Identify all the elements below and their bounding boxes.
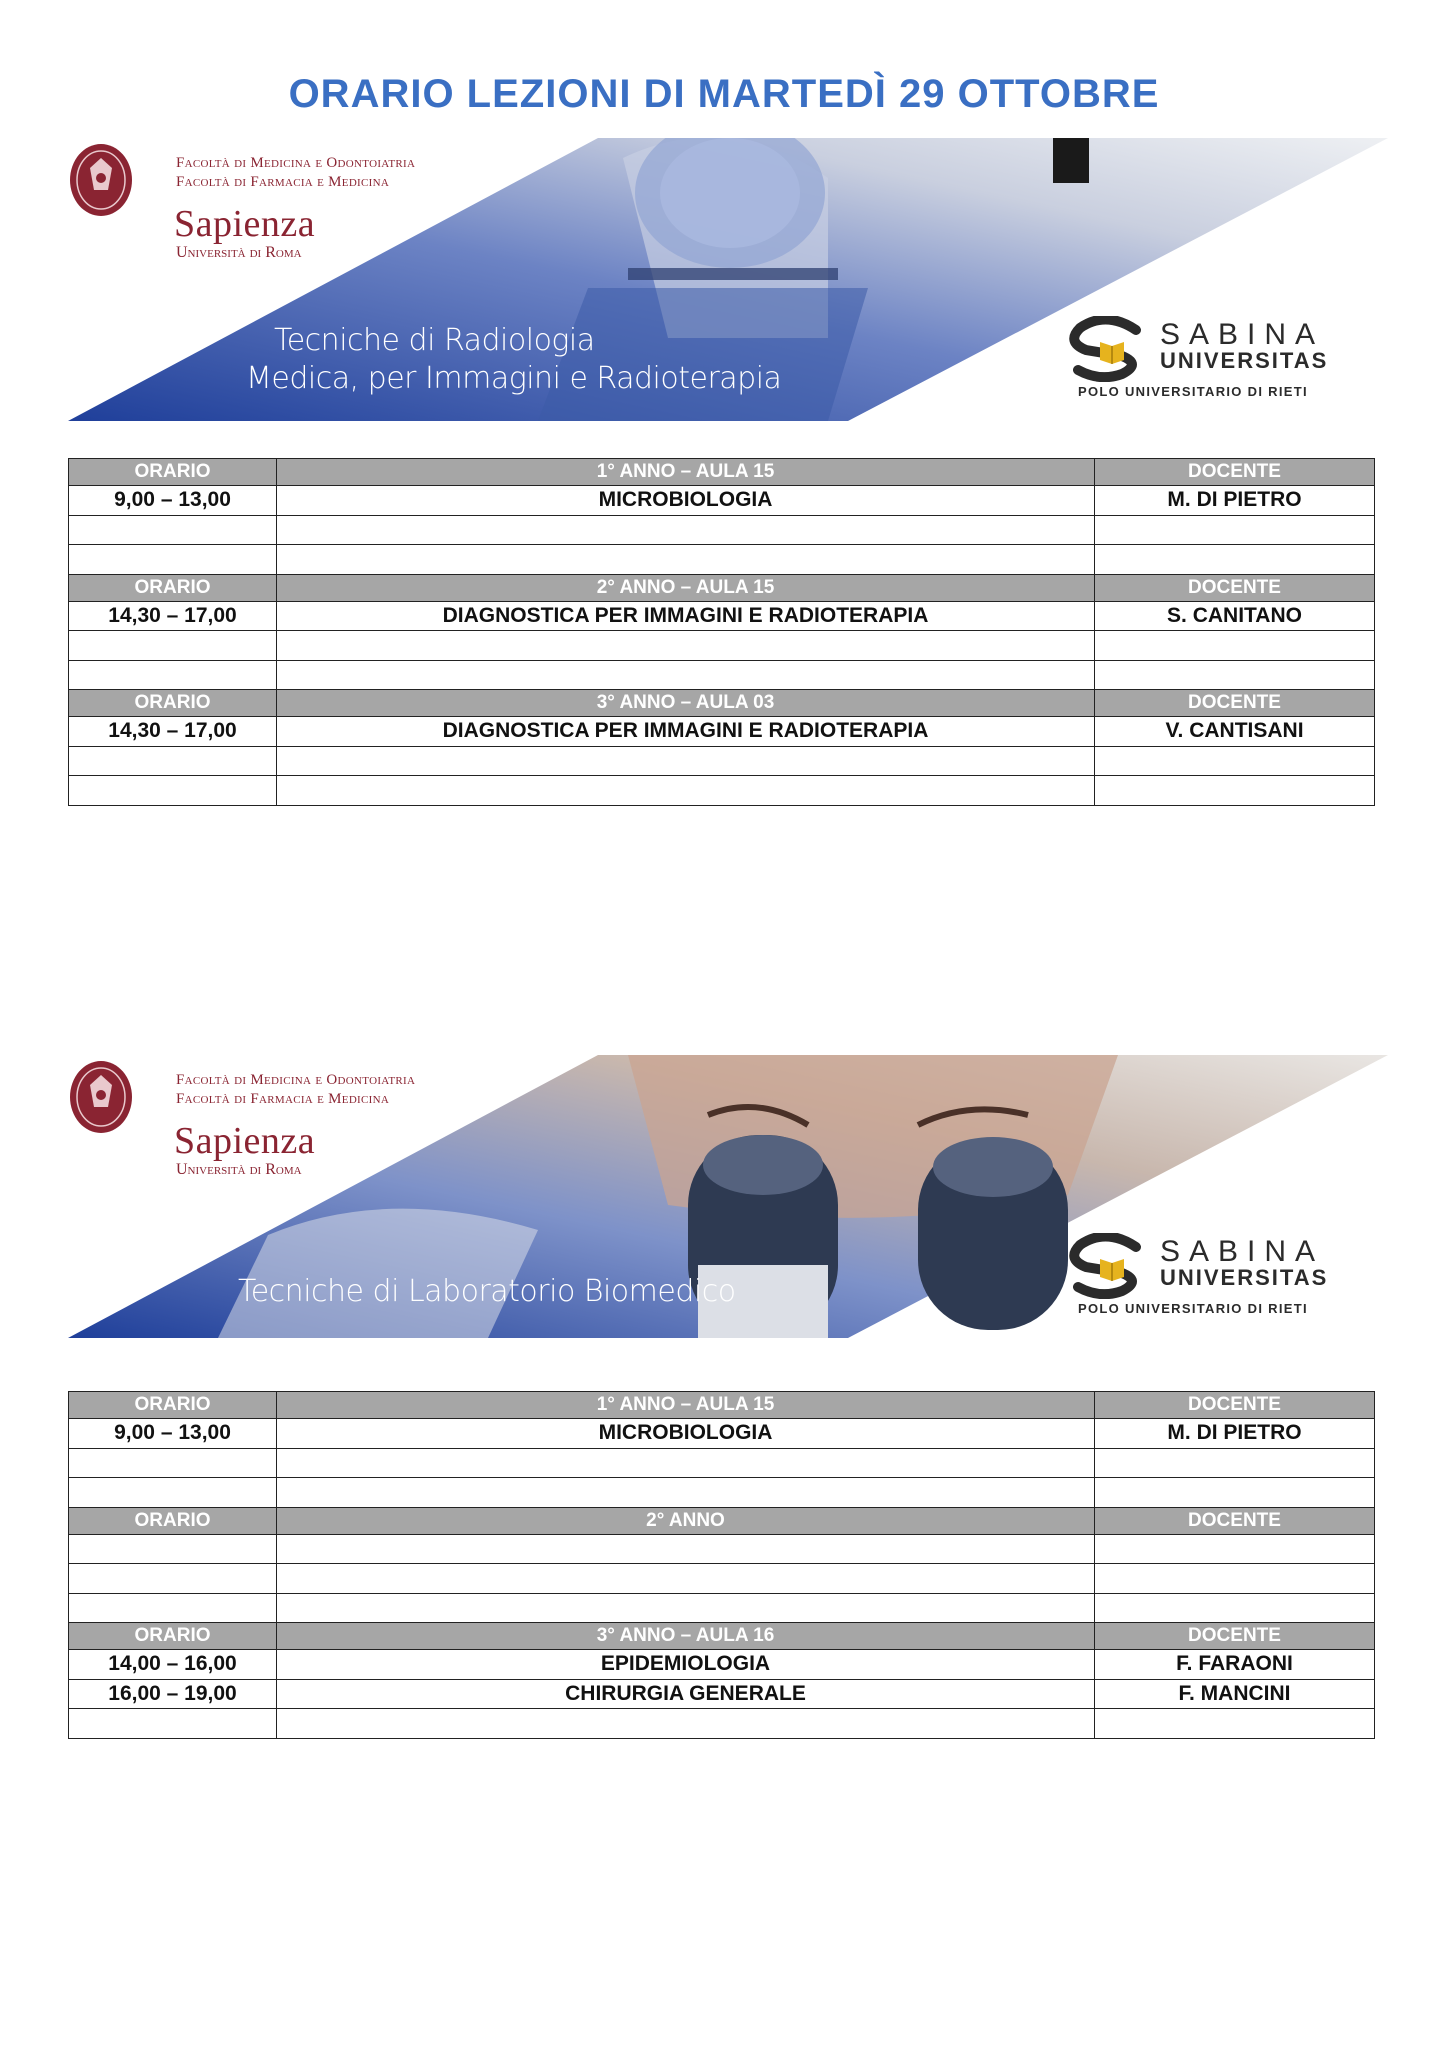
table-row <box>69 1564 1375 1594</box>
course-cell <box>277 1564 1095 1594</box>
table-row <box>69 746 1375 776</box>
sabina-book-icon <box>1066 1233 1156 1299</box>
universitas-wordmark: UNIVERSITAS <box>1160 348 1329 373</box>
header-cell: DOCENTE <box>1095 1507 1375 1534</box>
universitas-wordmark: UNIVERSITAS <box>1160 1265 1329 1290</box>
time-cell: 14,30 – 17,00 <box>69 601 277 631</box>
course-cell: MICROBIOLOGIA <box>277 1419 1095 1449</box>
teacher-cell: F. FARAONI <box>1095 1650 1375 1680</box>
facolta-line1: Facoltà di Medicina e Odontoiatria <box>176 1072 416 1088</box>
header-cell: DOCENTE <box>1095 1623 1375 1650</box>
header-cell: 2° ANNO <box>277 1507 1095 1534</box>
sapienza-seal-icon <box>68 138 134 218</box>
header-cell: ORARIO <box>69 1507 277 1534</box>
sabina-wordmark: SABINA <box>1160 1235 1325 1268</box>
header-cell: 1° ANNO – AULA 15 <box>277 459 1095 486</box>
banner-laboratorio <box>68 1055 1388 1338</box>
course-cell: EPIDEMIOLOGIA <box>277 1650 1095 1680</box>
table-row <box>69 1709 1375 1739</box>
facolta-line1: Facoltà di Medicina e Odontoiatria <box>176 155 416 171</box>
header-cell: ORARIO <box>69 690 277 717</box>
course-cell <box>277 545 1095 575</box>
teacher-cell <box>1095 545 1375 575</box>
teacher-cell <box>1095 1709 1375 1739</box>
teacher-cell <box>1095 746 1375 776</box>
course-title-line2: Medica, per Immagini e Radioterapia <box>246 361 782 396</box>
course-cell <box>277 746 1095 776</box>
time-cell <box>69 660 277 690</box>
course-cell: CHIRURGIA GENERALE <box>277 1679 1095 1709</box>
facolta-lines <box>176 154 415 192</box>
header-cell: 3° ANNO – AULA 16 <box>277 1623 1095 1650</box>
time-cell: 14,30 – 17,00 <box>69 717 277 747</box>
header-cell: ORARIO <box>69 574 277 601</box>
table-row <box>69 1679 1375 1709</box>
time-cell <box>69 1593 277 1623</box>
teacher-cell <box>1095 1534 1375 1564</box>
table-row <box>69 1534 1375 1564</box>
table-header-row <box>69 1507 1375 1534</box>
header-cell: 2° ANNO – AULA 15 <box>277 574 1095 601</box>
time-cell <box>69 1534 277 1564</box>
sabina-wordmark: SABINA <box>1160 318 1325 351</box>
teacher-cell: V. CANTISANI <box>1095 717 1375 747</box>
table-header-row <box>69 459 1375 486</box>
schedule-table-laboratorio <box>68 1391 1375 1739</box>
time-cell <box>69 545 277 575</box>
course-cell <box>277 515 1095 545</box>
table-row <box>69 486 1375 516</box>
table-row <box>69 1593 1375 1623</box>
table-row <box>69 660 1375 690</box>
facolta-line2: Facoltà di Farmacia e Medicina <box>176 174 390 190</box>
header-cell: DOCENTE <box>1095 459 1375 486</box>
table-header-row <box>69 1623 1375 1650</box>
table-row <box>69 717 1375 747</box>
header-cell: ORARIO <box>69 1623 277 1650</box>
header-cell: DOCENTE <box>1095 1392 1375 1419</box>
sabina-book-icon <box>1066 316 1156 382</box>
time-cell: 16,00 – 19,00 <box>69 1679 277 1709</box>
table-row <box>69 545 1375 575</box>
table-row <box>69 776 1375 806</box>
header-cell: ORARIO <box>69 1392 277 1419</box>
facolta-line2: Facoltà di Farmacia e Medicina <box>176 1091 390 1107</box>
time-cell <box>69 1478 277 1508</box>
course-title-line1: Tecniche di Laboratorio Biomedico <box>238 1274 736 1309</box>
course-cell <box>277 776 1095 806</box>
table-row <box>69 601 1375 631</box>
header-cell: DOCENTE <box>1095 574 1375 601</box>
table-row <box>69 1448 1375 1478</box>
course-cell <box>277 1709 1095 1739</box>
course-cell: DIAGNOSTICA PER IMMAGINI E RADIOTERAPIA <box>277 601 1095 631</box>
table-row <box>69 1478 1375 1508</box>
schedule-table-radiologia <box>68 458 1375 806</box>
sapienza-seal-icon <box>68 1055 134 1135</box>
teacher-cell <box>1095 515 1375 545</box>
time-cell <box>69 1564 277 1594</box>
header-cell: 1° ANNO – AULA 15 <box>277 1392 1095 1419</box>
header-cell: ORARIO <box>69 459 277 486</box>
time-cell: 9,00 – 13,00 <box>69 486 277 516</box>
table-header-row <box>69 690 1375 717</box>
sapienza-subtitle: Università di Roma <box>176 244 302 261</box>
table-header-row <box>69 574 1375 601</box>
course-cell <box>277 1593 1095 1623</box>
sapienza-subtitle: Università di Roma <box>176 1161 302 1178</box>
time-cell: 14,00 – 16,00 <box>69 1650 277 1680</box>
table-row <box>69 631 1375 661</box>
teacher-cell <box>1095 1448 1375 1478</box>
table-row <box>69 1650 1375 1680</box>
course-cell <box>277 1478 1095 1508</box>
teacher-cell: M. DI PIETRO <box>1095 486 1375 516</box>
sapienza-name: Sapienza <box>174 1120 316 1162</box>
teacher-cell <box>1095 631 1375 661</box>
sabina-logo <box>1066 316 1366 406</box>
course-cell: MICROBIOLOGIA <box>277 486 1095 516</box>
course-title-line1: Tecniche di Radiologia <box>274 323 595 358</box>
time-cell <box>69 746 277 776</box>
page-title: ORARIO LEZIONI DI MARTEDÌ 29 OTTOBRE <box>288 72 1160 116</box>
banner-radiologia <box>68 138 1388 421</box>
teacher-cell <box>1095 1478 1375 1508</box>
sapienza-name: Sapienza <box>174 203 316 245</box>
table-header-row <box>69 1392 1375 1419</box>
time-cell <box>69 1709 277 1739</box>
teacher-cell <box>1095 1564 1375 1594</box>
course-cell <box>277 1448 1095 1478</box>
facolta-lines <box>176 1071 415 1109</box>
course-cell <box>277 660 1095 690</box>
table-row <box>69 515 1375 545</box>
time-cell <box>69 1448 277 1478</box>
course-title-laboratorio <box>238 1273 736 1311</box>
course-cell <box>277 631 1095 661</box>
header-cell: DOCENTE <box>1095 690 1375 717</box>
teacher-cell: S. CANITANO <box>1095 601 1375 631</box>
header-cell: 3° ANNO – AULA 03 <box>277 690 1095 717</box>
time-cell <box>69 631 277 661</box>
time-cell <box>69 776 277 806</box>
sabina-logo <box>1066 1233 1366 1323</box>
course-title-radiologia <box>246 322 781 398</box>
course-cell: DIAGNOSTICA PER IMMAGINI E RADIOTERAPIA <box>277 717 1095 747</box>
teacher-cell: M. DI PIETRO <box>1095 1419 1375 1449</box>
table-row <box>69 1419 1375 1449</box>
time-cell <box>69 515 277 545</box>
teacher-cell <box>1095 1593 1375 1623</box>
course-cell <box>277 1534 1095 1564</box>
teacher-cell <box>1095 776 1375 806</box>
polo-rieti: POLO UNIVERSITARIO DI RIETI <box>1078 1301 1308 1316</box>
polo-rieti: POLO UNIVERSITARIO DI RIETI <box>1078 384 1308 399</box>
teacher-cell: F. MANCINI <box>1095 1679 1375 1709</box>
teacher-cell <box>1095 660 1375 690</box>
time-cell: 9,00 – 13,00 <box>69 1419 277 1449</box>
